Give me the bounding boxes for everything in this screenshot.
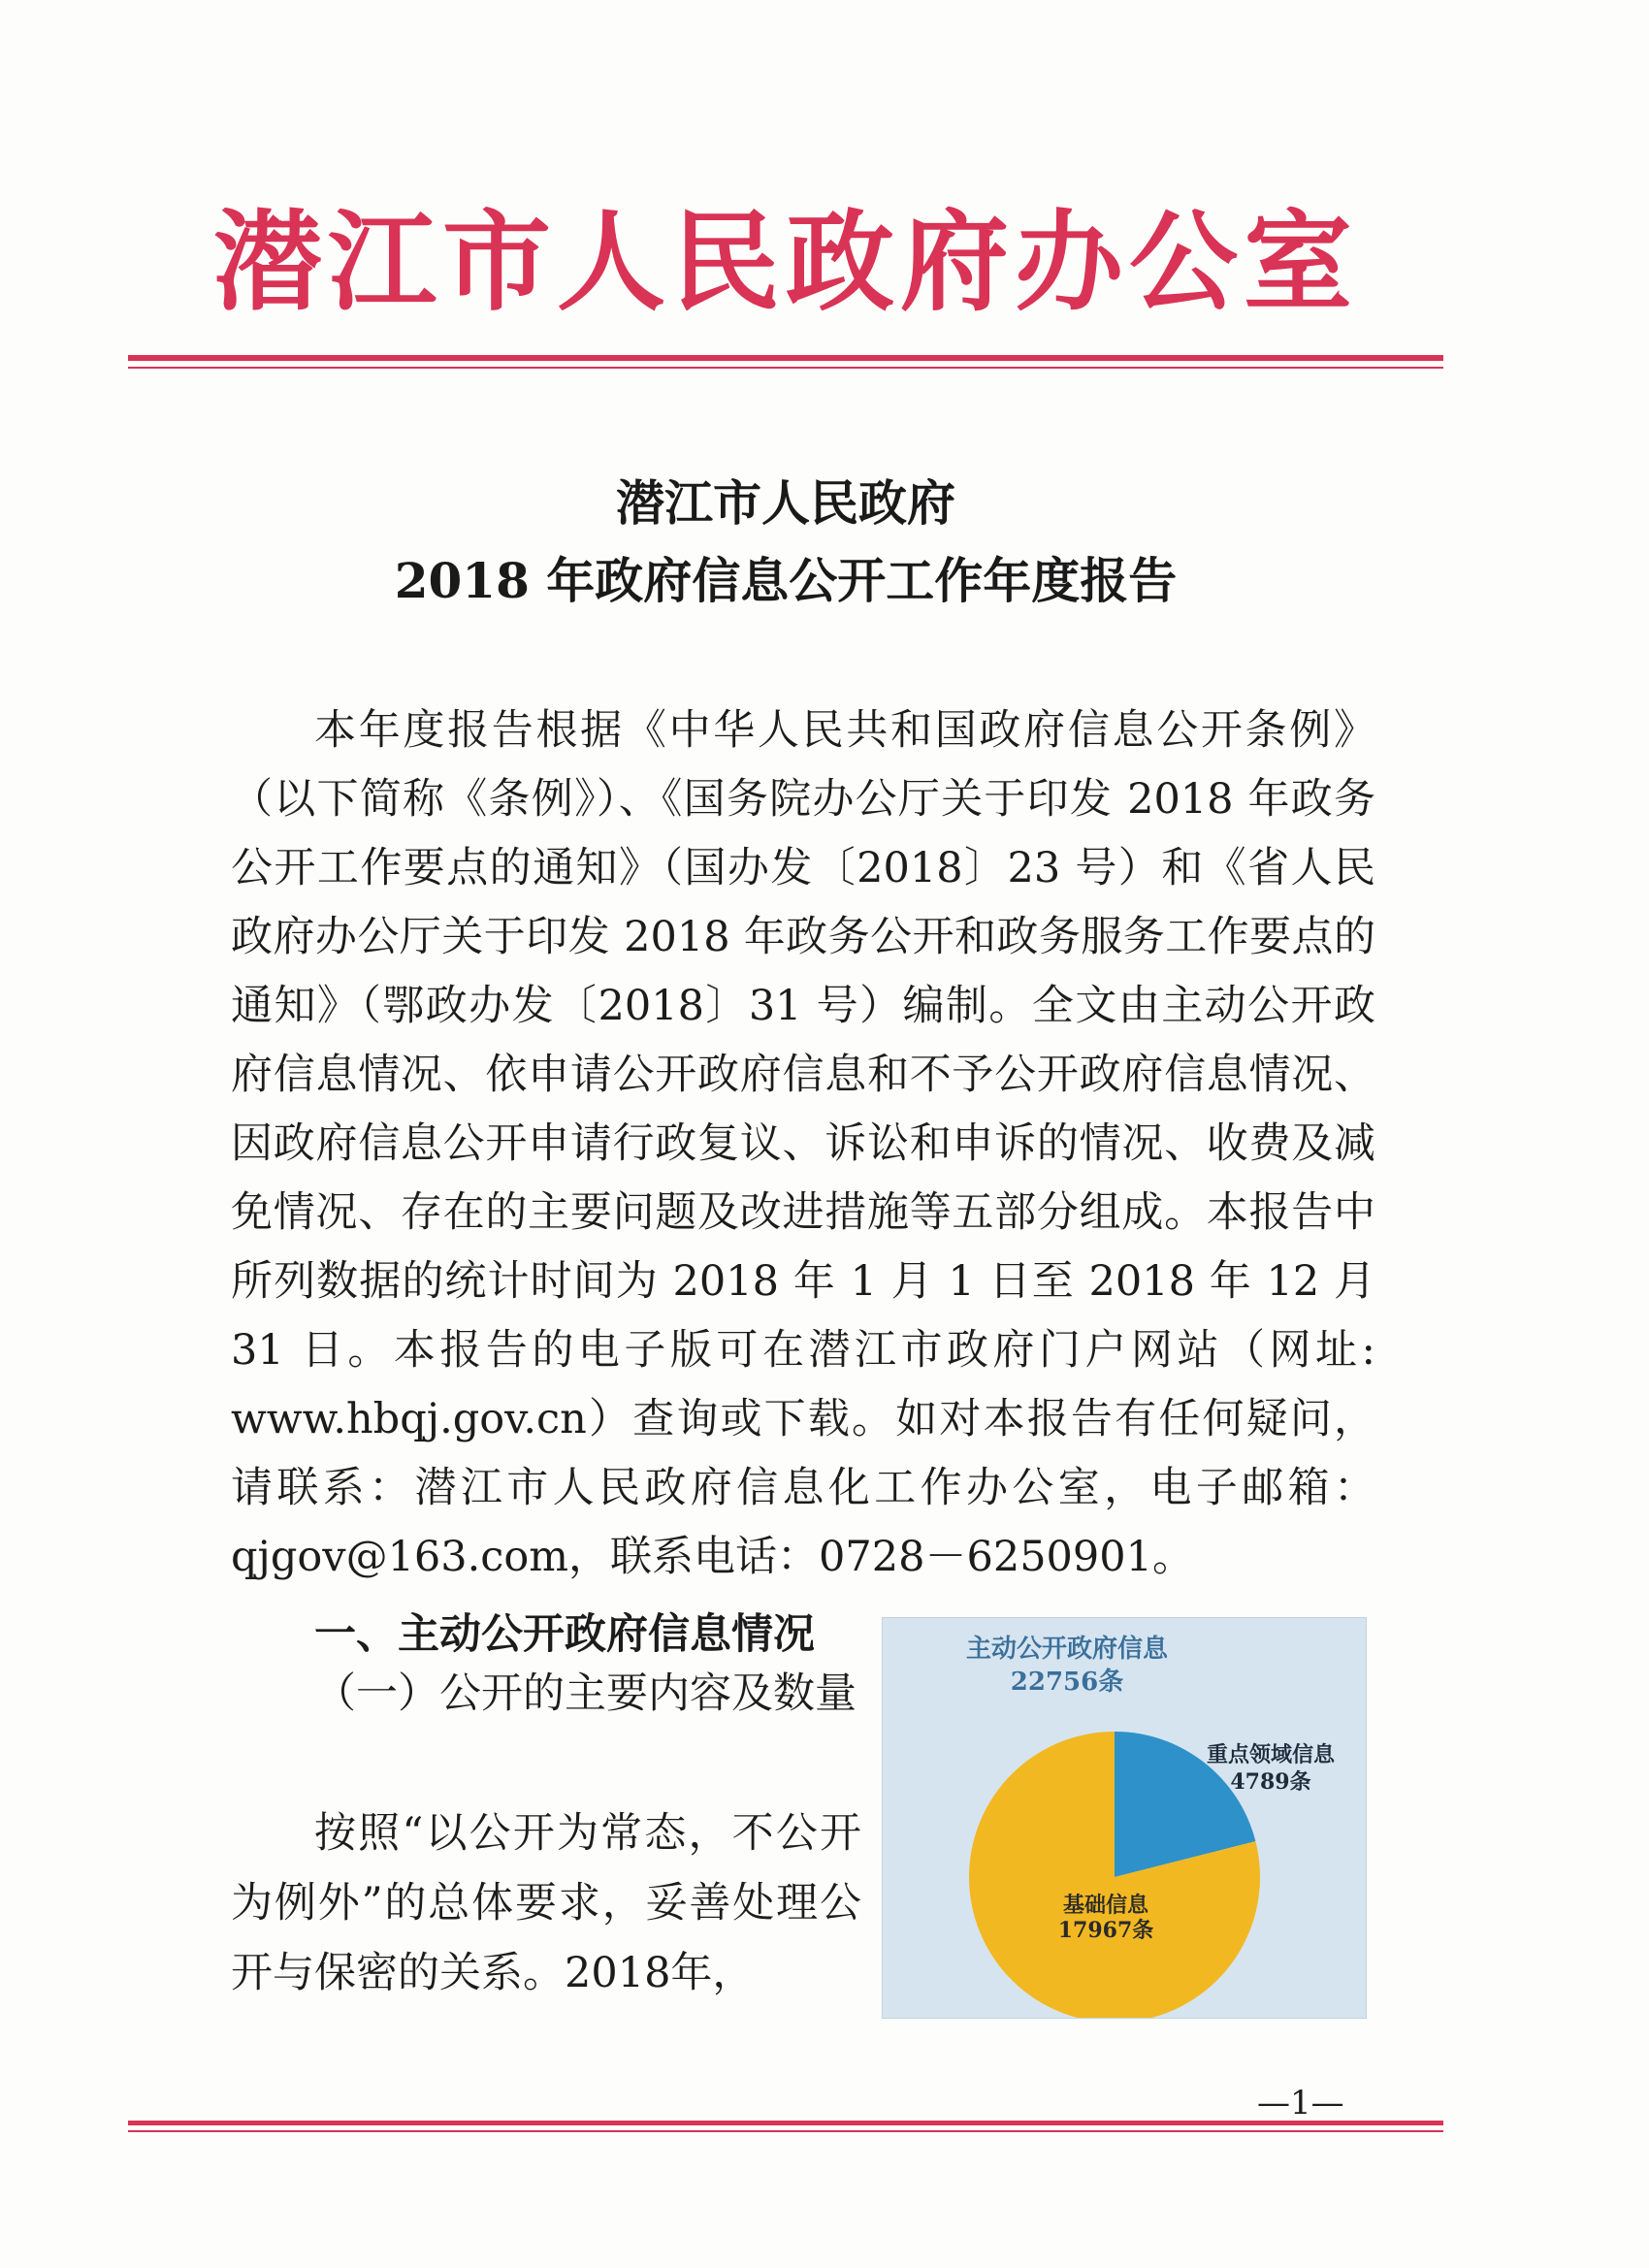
slice-value-1: 17967条 [1057,1918,1154,1943]
slice-label-1: 基础信息 [1062,1893,1148,1918]
section1-heading: 一、主动公开政府信息情况 [314,1610,815,1659]
page-number: —1— [1257,2084,1344,2122]
subsection1-heading-text: （一）公开的主要内容及数量 [314,1669,857,1718]
slice-value-0: 4789条 [1230,1769,1311,1795]
letterhead-rule-thin [128,367,1443,369]
pie-chart [883,1618,1366,2018]
letterhead-org-name: 潜江市人民政府办公室 [213,199,1358,326]
chart-subtitle: 22756条 [1010,1668,1124,1697]
letterhead-rule-thick [128,355,1443,361]
section1-paragraph [231,1798,861,2008]
footer-rule-thin [128,2130,1443,2132]
section1-paragraph-text: 按照“以公开为常态，不公开为例外”的总体要求，妥善处理公开与保密的关系。2018年， [231,1809,861,1997]
report-title-line1: 潜江市人民政府 [616,474,955,532]
report-title-line2: 2018 年政府信息公开工作年度报告 [394,552,1178,609]
chart-title: 主动公开政府信息 [965,1635,1168,1664]
footer-rule-thick [128,2121,1443,2125]
slice-label-0: 重点领域信息 [1206,1742,1335,1767]
intro-paragraph: 本年度报告根据《中华人民共和国政府信息公开条例》（以下简称《条例》）、《国务院办公厅关于印发 2018 年政务公开工作要点的通知》（国办发〔2018〕23 号）和《省人民政府办公厅关于印发 2018 年政务公开和政务服务工作要点的通知》（鄂政办发〔2018〕31 号）编制。全文由主动公开政府信息情况、依申请公开政府信息和不予公开政府信息情况、因政府信息公开申请行政复议、诉讼和申诉的情况、收费及减免情况、存在的主要问题及改进措施等五部分组成。本报告中所列数据的统计时间为 2018 年 1 月 1 日至 2018 年 12 月 31 日。本报告的电子版可在潜江市政府门户网站（网址: www.hbqj.gov.cn）查询或下载。如对本报告有任何疑问，请联系：潜江市人民政府信息化工作办公室，电子邮箱：qjgov@163.com，联系电话：0728－6250901。 [231,706,1375,1581]
subsection1-heading [231,1659,861,1729]
pie-chart-panel [882,1617,1367,2019]
